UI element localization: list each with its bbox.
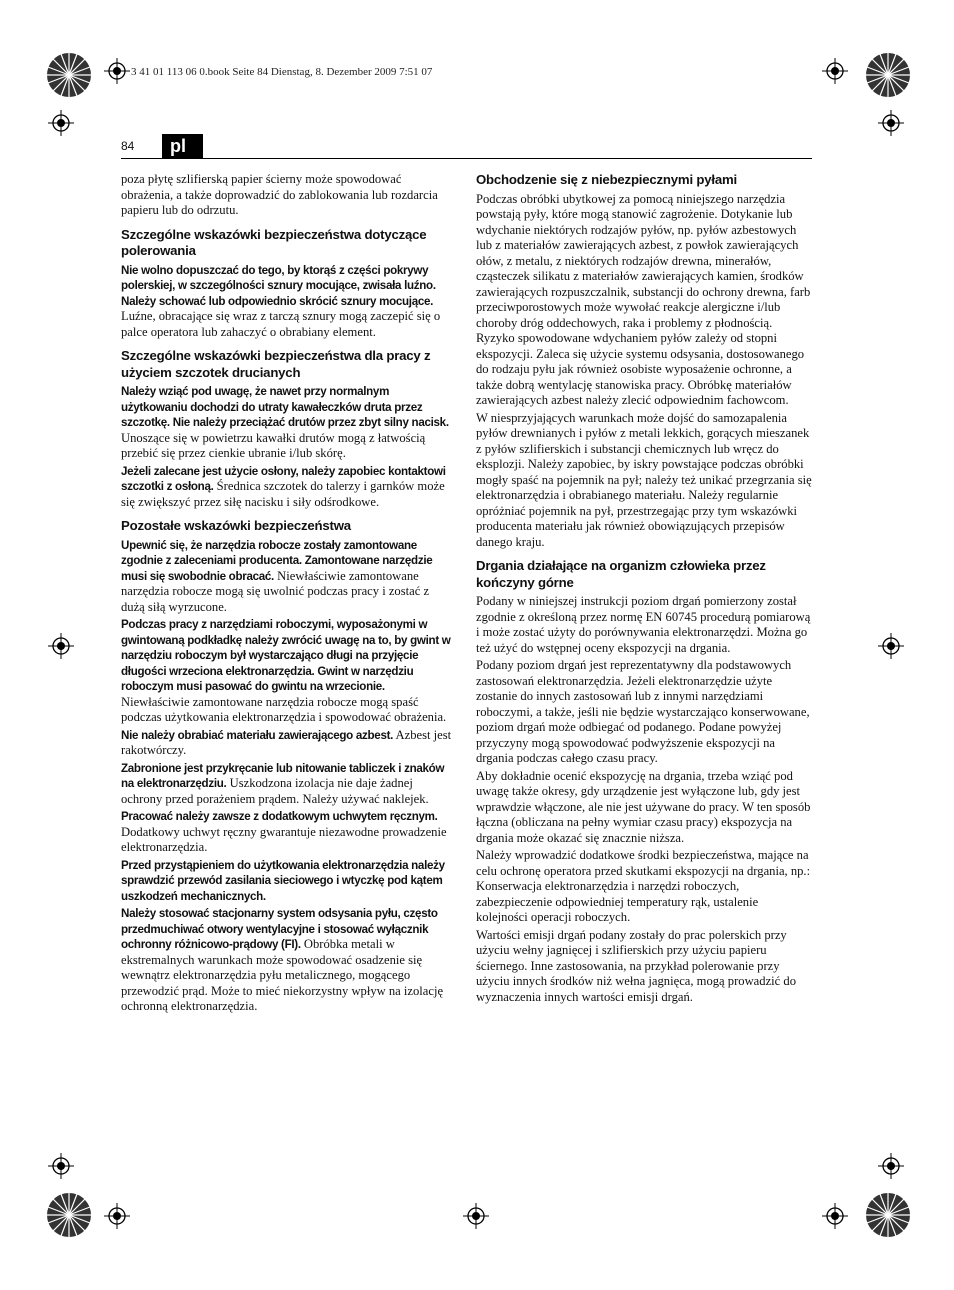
crosshair-mark-icon bbox=[822, 1203, 848, 1229]
crosshair-mark-icon bbox=[878, 110, 904, 136]
paragraph: Należy stosować stacjonarny system odsysania pyłu, często przedmuchiwać otwory wentylacyjne i stosować wyłącznik ochronny różnicowo-prądowy (FI). Obróbka metali w ekstremalnych warunkach może spowodować osadzenie się wewnątrz elektronarzędzia pyłu metalicznego, mogącego przewodzić prąd. Może to mieć niekorzystny wpływ na izolację ochronną elektronarzędzia. bbox=[121, 907, 444, 1013]
registration-mark-icon bbox=[865, 1192, 911, 1238]
paragraph: Upewnić się, że narzędzia robocze zostały zamontowane zgodnie z zaleceniami producenta. Zamontowane narzędzie musi się swobodnie obracać. Niewłaściwie zamontowane narzędzia robocze mogą się uwolnić podczas pracy i zostać z dużą siłą wyrzucone. bbox=[121, 538, 433, 614]
crosshair-mark-icon bbox=[48, 1153, 74, 1179]
paragraph: Podczas obróbki ubytkowej za pomocą niniejszego narzędzia powstają pyły, które mogą stanowić zagrożenie. Dotykanie lub wdychanie niektórych rodzajów pyłów, np. pyłów azbestowych lub z materiałów zawierających azbest, z powłok zawierających ołów, z metalu, z niektórych rodzajów drewna, minerałów, cząsteczek silikatu z materiałów zawierających kamien, środków zawierających rozpuszczalnik, substancji do ochrony drewna, farb przeciwporostowych może wywołać reakcje alergiczne i/lub choroby dróg oddechowych, raka i problemy z płodnością. Ryzyko spowodowane wdychaniem pyłów zależy od stopni ekspozycji. Zaleca się użycie systemu odsysania, dostosowanego do rodzaju pyłu jak również osobiste wyposażenie ochronne, a także dobrą wentylację stanowiska pracy. Obróbkę materiałów zawierających azbest należy zlecić odpowiednim fachowcom. bbox=[476, 191, 811, 407]
crosshair-mark-icon bbox=[104, 58, 130, 84]
section-heading: Szczególne wskazówki bezpieczeństwa dla pracy z użyciem szczotek drucianych bbox=[121, 348, 431, 380]
language-badge: pl bbox=[162, 134, 203, 158]
paragraph: Przed przystąpieniem do użytkowania elektronarzędzia należy sprawdzić przewód zasilania sieciowego i wtyczkę pod kątem uszkodzeń mechanicznych. bbox=[121, 858, 445, 903]
paragraph: Podany w niniejszej instrukcji poziom drgań pomierzony został zgodnie z określoną przez normę EN 60745 procedurą pomiarową i może zostać użyty do porównywania elektronarzędzi. Można go też użyć do wstępnej oceny ekspozycji na drgania. bbox=[476, 594, 811, 655]
paragraph: Podczas pracy z narzędziami roboczymi, wyposażonymi w gwintowaną podkładkę należy zwrócić uwagę na to, by gwint w narzędziu roboczym był wystarczająco długi na przyjęcie długości wrzeciona elektronarzędzia. Gwint w narzędziu roboczym musi pasować do gwintu na wrzecionie. Niewłaściwie zamontowane narzędzia robocze mogą spaść podczas użytkowania elektronarzędzia i spowodować obrażenia. bbox=[121, 618, 451, 724]
paragraph: poza płytę szlifierską papier ścierny może spowodować obrażenia, a także doprowadzić do zablokowania lub rozdarcia papieru lub do odrzutu. bbox=[121, 172, 438, 217]
registration-mark-icon bbox=[46, 1192, 92, 1238]
paragraph: Nie należy obrabiać materiału zawierającego azbest. Azbest jest rakotwórczy. bbox=[121, 727, 452, 757]
section-heading: Drgania działające na organizm człowieka przez kończyny górne bbox=[476, 558, 766, 590]
paragraph: Podany poziom drgań jest reprezentatywny dla podstawowych zastosowań elektronarzędzia. Jeżeli elektronarzędzie użyte zostanie do innych zastosowań lub z innymi narzędziami roboczymi, a także, jeśli nie będzie wystarczająco konserwowane, poziom drgań może odbiegać od podanego. Podane powyżej przyczyny mogą spowodować podwyższenie ekspozycji na drgania podczas całego czasu pracy. bbox=[476, 658, 810, 765]
paragraph: Aby dokładnie ocenić ekspozycję na drgania, trzeba wziąć pod uwagę także okresy, gdy urządzenie jest wyłączone lub, gdy jest wprawdzie włączone, ale nie jest używane do pracy. W ten sposób łączna (obliczana na pełny wymiar czasu pracy) ekspozycja na drgania może okazać się znacznie niższa. bbox=[476, 768, 811, 845]
crosshair-mark-icon bbox=[878, 1153, 904, 1179]
paragraph: Należy wziąć pod uwagę, że nawet przy normalnym użytkowaniu dochodzi do utraty kawałeczków druta przez szczotkę. Nie należy przeciążać drutów przez zbyt silny nacisk. Unoszące się w powietrzu kawałki drutów mogą z łatwością przebić się przez cienkie ubranie i/lub skórę. bbox=[121, 385, 449, 460]
crosshair-mark-icon bbox=[48, 110, 74, 136]
section-heading: Pozostałe wskazówki bezpieczeństwa bbox=[121, 518, 351, 533]
crosshair-mark-icon bbox=[48, 633, 74, 659]
left-column bbox=[121, 172, 454, 1017]
header-rule bbox=[121, 158, 812, 159]
section-heading: Obchodzenie się z niebezpiecznymi pyłami bbox=[476, 172, 737, 187]
book-meta-line: 3 41 01 113 06 0.book Seite 84 Dienstag, 8. Dezember 2009 7:51 07 bbox=[131, 66, 433, 78]
registration-mark-icon bbox=[865, 52, 911, 98]
paragraph: Jeżeli zalecane jest użycie osłony, należy zapobiec kontaktowi szczotki z osłoną. Średnica szczotek do talerzy i garnków może się zwiększyć przez siłę nacisku i siły odśrodkowe. bbox=[121, 464, 446, 509]
crosshair-mark-icon bbox=[463, 1203, 489, 1229]
registration-mark-icon bbox=[46, 52, 92, 98]
crosshair-mark-icon bbox=[878, 633, 904, 659]
crosshair-mark-icon bbox=[104, 1203, 130, 1229]
page-number: 84 bbox=[121, 139, 135, 153]
paragraph: Należy wprowadzić dodatkowe środki bezpieczeństwa, mające na celu ochronę operatora przed skutkami ekspozycji na drgania, np.: Konserwacja elektronarzędzia i narzędzi roboczych, zabezpieczenie odpowiedniej temperatury rąk, ustalenie kolejności operacji roboczych. bbox=[476, 848, 811, 924]
right-column bbox=[476, 172, 812, 1007]
crosshair-mark-icon bbox=[822, 58, 848, 84]
paragraph: Nie wolno dopuszczać do tego, by ktorąś z części pokrywy polerskiej, w szczególności sznury mocujące, zwisała luźno. Należy schować lub odpowiednio skrócić sznury mocujące. Luźne, obracające się wraz z tarczą sznury mogą zaczepić się o palce operatora lub zahaczyć o obrabiany element. bbox=[121, 263, 441, 339]
paragraph: Zabronione jest przykręcanie lub nitowanie tabliczek i znaków na elektronarzędziu. Uszkodzona izolacja nie daje żadnej ochrony przed porażeniem prądem. Należy używać naklejek. bbox=[121, 761, 445, 806]
paragraph: Wartości emisji drgań podany zostały do prac polerskich przy użyciu wełny jagnięcej i szlifierskich przy użyciu papieru ściernego. Inne zastosowania, na przykład polerowanie przy użyciu innych środków niż wełna jagnięca, mogą prowadzić do wyznaczenia innych wartości emisji drgań. bbox=[476, 927, 796, 1004]
section-heading: Szczególne wskazówki bezpieczeństwa dotyczące polerowania bbox=[121, 226, 427, 258]
paragraph: Pracować należy zawsze z dodatkowym uchwytem ręcznym. Dodatkowy uchwyt ręczny gwarantuje niezawodne prowadzenie elektronarzędzia. bbox=[121, 810, 447, 854]
paragraph: W niesprzyjających warunkach może dojść do samozapalenia pyłów drewnianych i pyłów z metali lekkich, gorących mieszanek z pyłów szlifierskich i substancji chemicznych lub wręcz do eksplozji. Należy zapobiec, by iskry powstające podczas obróbki mogły spaść na pojemnik na pył; należy też unikać przegrzania się elektronarzędzia i obrabianego materiału. Należy regularnie opróżniać pojemnik na pył, przestrzegając przy tym wskazówki producenta materiału jak również obowiązujących przepisów danego kraju. bbox=[476, 410, 812, 549]
